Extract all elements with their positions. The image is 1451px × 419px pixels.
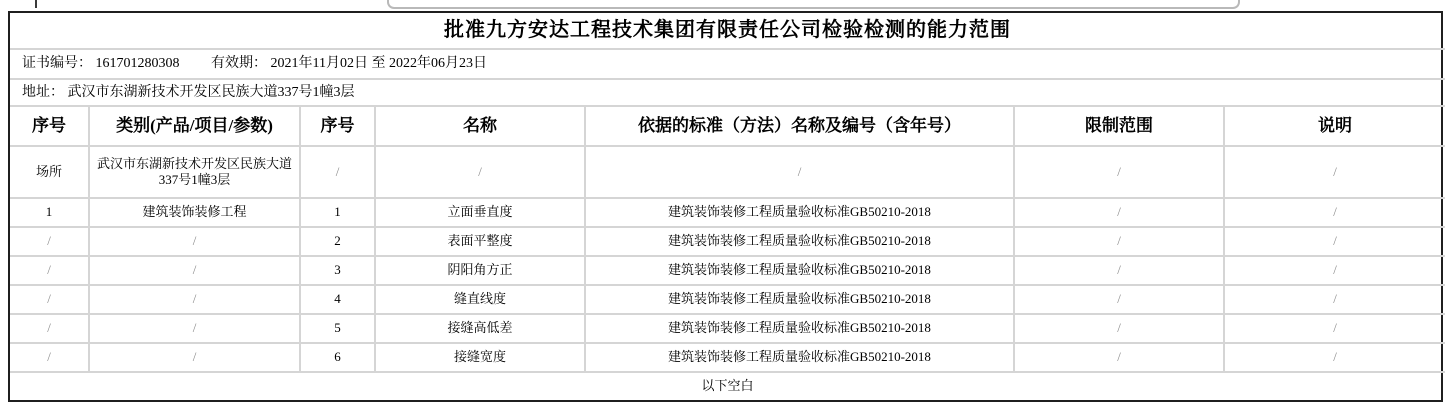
header-row <box>10 106 1445 146</box>
table-cell: 缝直线度 <box>375 285 585 314</box>
header-seq-2: 序号 <box>300 106 375 146</box>
table-row-1 <box>10 198 1445 227</box>
table-row-4 <box>10 285 1445 314</box>
table-cell: / <box>1014 198 1224 227</box>
header-name: 名称 <box>375 106 585 146</box>
header-category: 类别(产品/项目/参数) <box>89 106 300 146</box>
table-cell: / <box>89 285 300 314</box>
table-cell: 阴阳角方正 <box>375 256 585 285</box>
table-cell: 建筑装饰装修工程质量验收标准GB50210-2018 <box>585 227 1014 256</box>
table-cell: 建筑装饰装修工程质量验收标准GB50210-2018 <box>585 198 1014 227</box>
header-seq-1: 序号 <box>10 106 89 146</box>
table-cell: 表面平整度 <box>375 227 585 256</box>
table-cell: / <box>89 227 300 256</box>
table-cell: / <box>375 146 585 198</box>
table-cell: 1 <box>10 198 89 227</box>
table-row-6 <box>10 343 1445 372</box>
table-cell: 6 <box>300 343 375 372</box>
certificate-number: 证书编号： 161701280308 <box>22 56 180 72</box>
table-cell: / <box>10 314 89 343</box>
table-cell: / <box>300 146 375 198</box>
table-cell: / <box>10 256 89 285</box>
table-cell: 场所 <box>10 146 89 198</box>
table-cell: / <box>1014 256 1224 285</box>
table-cell: 建筑装饰装修工程质量验收标准GB50210-2018 <box>585 314 1014 343</box>
table-cell: 4 <box>300 285 375 314</box>
certificate-row <box>10 49 1445 79</box>
top-left-mark <box>35 0 37 8</box>
capability-table-frame <box>8 11 1443 402</box>
table-cell: / <box>1014 285 1224 314</box>
table-row-2 <box>10 227 1445 256</box>
table-row-3 <box>10 256 1445 285</box>
header-standard: 依据的标准（方法）名称及编号（含年号） <box>585 106 1014 146</box>
table-cell: / <box>89 256 300 285</box>
address-row <box>10 79 1445 106</box>
table-cell: / <box>10 285 89 314</box>
table-row-site <box>10 146 1445 198</box>
table-cell: 建筑装饰装修工程 <box>89 198 300 227</box>
address-line: 地址： 武汉市东湖新技术开发区民族大道337号1幢3层 <box>10 79 1445 106</box>
table-cell: 建筑装饰装修工程质量验收标准GB50210-2018 <box>585 343 1014 372</box>
document-title: 批准九方安达工程技术集团有限责任公司检验检测的能力范围 <box>10 13 1445 49</box>
validity-period: 有效期： 2021年11月02日 至 2022年06月23日 <box>211 56 487 72</box>
table-row-5 <box>10 314 1445 343</box>
table-cell: / <box>1224 314 1445 343</box>
title-row <box>10 13 1445 49</box>
table-cell: / <box>1224 256 1445 285</box>
table-cell: 1 <box>300 198 375 227</box>
table-cell: / <box>1224 198 1445 227</box>
header-restriction: 限制范围 <box>1014 106 1224 146</box>
table-cell: 3 <box>300 256 375 285</box>
table-cell: / <box>1224 343 1445 372</box>
table-cell: 建筑装饰装修工程质量验收标准GB50210-2018 <box>585 256 1014 285</box>
table-cell: 5 <box>300 314 375 343</box>
table-cell: 接缝高低差 <box>375 314 585 343</box>
table-cell: 接缝宽度 <box>375 343 585 372</box>
top-window-remnant <box>387 0 1240 9</box>
certificate-info <box>10 49 1445 79</box>
table-cell: / <box>1224 146 1445 198</box>
table-cell: / <box>585 146 1014 198</box>
table-cell: / <box>1224 227 1445 256</box>
table-cell: 立面垂直度 <box>375 198 585 227</box>
footer-row <box>10 372 1445 400</box>
table-cell: 建筑装饰装修工程质量验收标准GB50210-2018 <box>585 285 1014 314</box>
table-cell: / <box>89 343 300 372</box>
table-cell-site-address: 武汉市东湖新技术开发区民族大道337号1幢3层 <box>89 146 300 198</box>
table-cell: / <box>10 227 89 256</box>
table-cell: / <box>1014 314 1224 343</box>
table-cell: / <box>1224 285 1445 314</box>
table-cell: / <box>1014 146 1224 198</box>
table-cell: / <box>1014 227 1224 256</box>
header-remark: 说明 <box>1224 106 1445 146</box>
table-cell: / <box>10 343 89 372</box>
table-cell: / <box>1014 343 1224 372</box>
capability-table <box>10 13 1445 400</box>
footer-note: 以下空白 <box>10 372 1445 400</box>
table-cell: 2 <box>300 227 375 256</box>
table-cell: / <box>89 314 300 343</box>
